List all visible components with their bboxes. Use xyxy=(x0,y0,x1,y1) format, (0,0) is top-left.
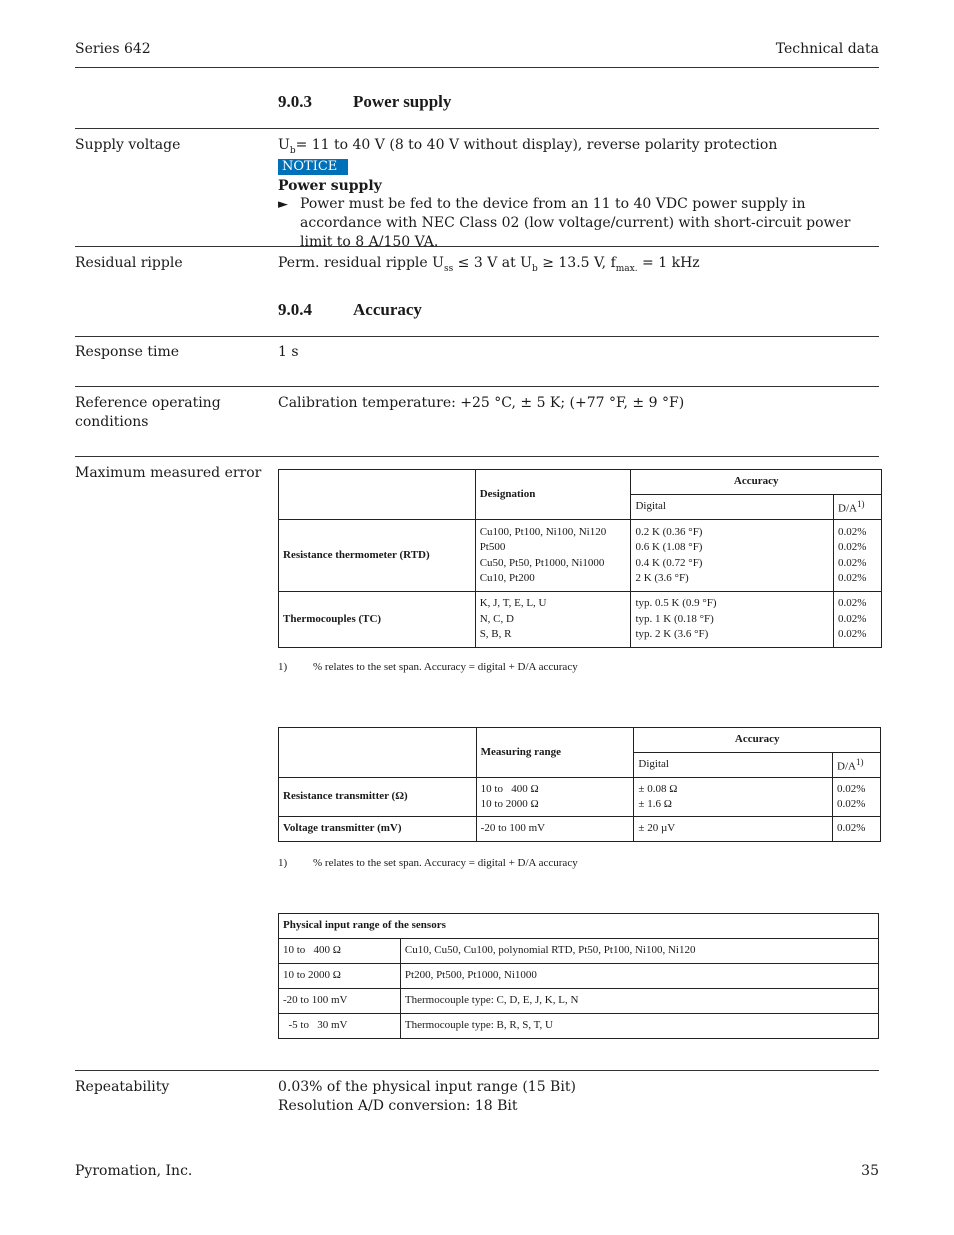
header-left: Series 642 xyxy=(75,41,151,57)
da-cell: 0.02% 0.02% xyxy=(833,778,881,817)
da-cell: 0.02% 0.02% 0.02% xyxy=(834,592,882,648)
footnote: 1) % relates to the set span. Accuracy = digital + D/A accuracy xyxy=(278,661,578,673)
notice-badge: NOTICE xyxy=(278,159,348,175)
empty-header-cell xyxy=(279,728,477,778)
footer-left: Pyromation, Inc. xyxy=(75,1163,193,1179)
digital-cell: typ. 0.5 K (0.9 °F) typ. 1 K (0.18 °F) typ. 2 K (3.6 °F) xyxy=(631,592,834,648)
sensor-cell: Cu10, Cu50, Cu100, polynomial RTD, Pt50, Pt100, Ni100, Ni120 xyxy=(400,939,878,964)
range-cell: 10 to 400 Ω 10 to 2000 Ω xyxy=(476,778,634,817)
arrow-icon: ► xyxy=(278,197,288,212)
reference-conditions-value: Calibration temperature: +25 °C, ± 5 K; (+77 °F, ± 9 °F) xyxy=(278,395,685,411)
digital-header: Digital xyxy=(631,495,834,520)
designation-cell: K, J, T, E, L, U N, C, D S, B, R xyxy=(475,592,631,648)
range-cell: 10 to 400 Ω xyxy=(279,939,401,964)
reference-conditions-label: Reference operating conditions xyxy=(75,395,221,430)
row-name: Resistance thermometer (RTD) xyxy=(279,520,476,592)
digital-cell: ± 0.08 Ω ± 1.6 Ω xyxy=(634,778,833,817)
footnote: 1) % relates to the set span. Accuracy = digital + D/A accuracy xyxy=(278,857,578,869)
divider xyxy=(75,456,879,457)
table-row xyxy=(279,817,881,842)
table-row xyxy=(279,964,879,989)
row-name: Thermocouples (TC) xyxy=(279,592,476,648)
page-number: 35 xyxy=(861,1163,879,1179)
repeatability-line2: Resolution A/D conversion: 18 Bit xyxy=(278,1098,518,1114)
accuracy-header: Accuracy xyxy=(631,470,882,495)
digital-cell: 0.2 K (0.36 °F) 0.6 K (1.08 °F) 0.4 K (0.72 °F) 2 K (3.6 °F) xyxy=(631,520,834,592)
repeatability-label: Repeatability xyxy=(75,1079,170,1095)
divider xyxy=(75,386,879,387)
repeatability-line1: 0.03% of the physical input range (15 Bit) xyxy=(278,1079,576,1095)
notice-title: Power supply xyxy=(278,178,382,194)
da-cell: 0.02% xyxy=(833,817,881,842)
divider xyxy=(75,1070,879,1071)
table-row xyxy=(279,939,879,964)
table-row xyxy=(279,778,881,817)
section-title-power: Power supply xyxy=(353,92,452,111)
divider xyxy=(75,128,879,129)
input-range-table xyxy=(278,913,879,1039)
section-title-accuracy: Accuracy xyxy=(353,300,422,319)
range-cell: -20 to 100 mV xyxy=(279,989,401,1014)
da-header: $D/A^{1)}$ xyxy=(833,753,881,778)
divider xyxy=(75,336,879,337)
residual-ripple-value: Perm. residual ripple $U_{ss} \le 3$ V at $U_b \ge 13.5$ V, $f_{max.} = 1$ kHz xyxy=(278,255,700,274)
max-error-label: Maximum measured error xyxy=(75,465,262,481)
residual-ripple-label: Residual ripple xyxy=(75,255,183,271)
da-cell: 0.02% 0.02% 0.02% 0.02% xyxy=(834,520,882,592)
sensor-cell: Thermocouple type: B, R, S, T, U xyxy=(400,1014,878,1039)
designation-cell: Cu100, Pt100, Ni100, Ni120 Pt500 Cu50, Pt50, Pt1000, Ni1000 Cu10, Pt200 xyxy=(475,520,631,592)
notice-text: Power must be fed to the device from an 11 to 40 VDC power supply in accordance with NEC Class 02 (low voltage/current) with short-circuit power limit to 8 A/150 VA. xyxy=(300,196,851,250)
digital-cell: ± 20 µV xyxy=(634,817,833,842)
accuracy-table-transmitters xyxy=(278,727,881,842)
table-row xyxy=(279,592,882,648)
header-right: Technical data xyxy=(775,41,879,57)
sensor-cell: Pt200, Pt500, Pt1000, Ni1000 xyxy=(400,964,878,989)
designation-header: Designation xyxy=(475,470,631,520)
response-time-label: Response time xyxy=(75,344,180,360)
section-number-accuracy: 9.0.4 xyxy=(278,300,312,319)
divider xyxy=(75,246,879,247)
accuracy-header: Accuracy xyxy=(634,728,881,753)
measuring-range-header: Measuring range xyxy=(476,728,634,778)
range-cell: 10 to 2000 Ω xyxy=(279,964,401,989)
accuracy-table-sensors xyxy=(278,469,882,648)
section-number-power: 9.0.3 xyxy=(278,92,312,111)
supply-voltage-value: $U_b= 11$ to 40 V (8 to 40 V without display), reverse polarity protection xyxy=(278,137,778,156)
range-cell: -20 to 100 mV xyxy=(476,817,634,842)
response-time-value: 1 s xyxy=(278,344,299,360)
digital-header: Digital xyxy=(634,753,833,778)
table-row xyxy=(279,520,882,592)
row-name: Voltage transmitter (mV) xyxy=(279,817,477,842)
table-row xyxy=(279,1014,879,1039)
da-header: $D/A^{1)}$ xyxy=(834,495,882,520)
input-range-title: Physical input range of the sensors xyxy=(279,914,879,939)
range-cell: -5 to 30 mV xyxy=(279,1014,401,1039)
header-rule xyxy=(75,67,879,68)
row-name: Resistance transmitter (Ω) xyxy=(279,778,477,817)
empty-header-cell xyxy=(279,470,476,520)
table-row xyxy=(279,989,879,1014)
sensor-cell: Thermocouple type: C, D, E, J, K, L, N xyxy=(400,989,878,1014)
supply-voltage-label: Supply voltage xyxy=(75,137,181,153)
